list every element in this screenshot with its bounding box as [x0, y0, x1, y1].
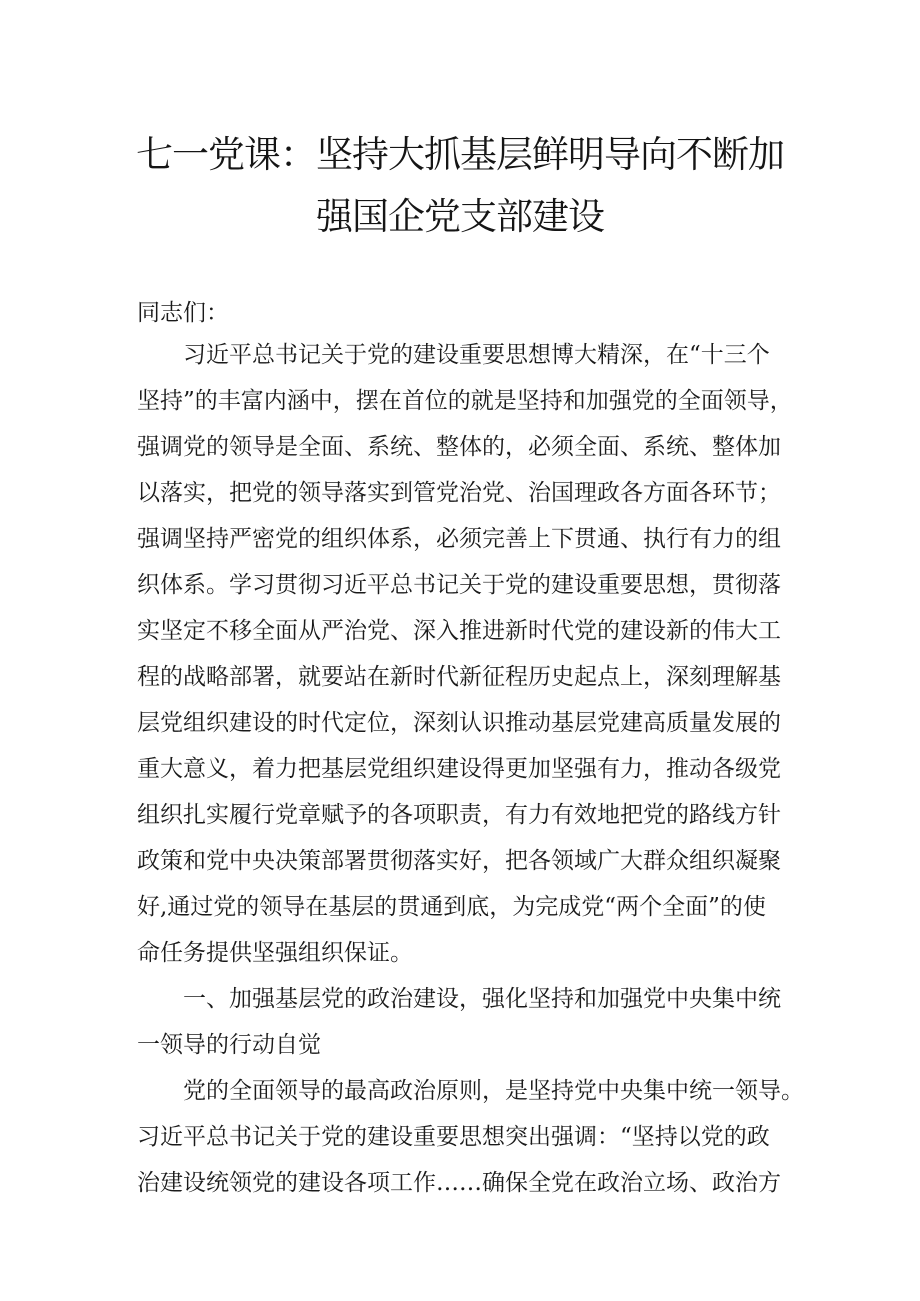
section-heading-line: 一、加强基层党的政治建设，强化坚持和加强党中央集中统: [137, 986, 781, 1012]
document-title-line-2: 强国企党支部建设: [316, 195, 604, 238]
document-title-line-1: 七一党课：坚持大抓基层鲜明导向不断加: [136, 133, 784, 176]
body-line: 强调党的领导是全面、系统、整体的，必须全面、系统、整体加: [137, 434, 781, 460]
body-line: 好,通过党的领导在基层的贯通到底，为完成党“两个全面”的使: [137, 894, 766, 920]
body-line: 程的战略部署，就要站在新时代新征程历史起点上，深刻理解基: [137, 664, 781, 690]
body-line: 坚持”的丰富内涵中，摆在首位的就是坚持和加强党的全面领导，: [137, 388, 793, 414]
body-line: 习近平总书记关于党的建设重要思想博大精深，在“十三个: [137, 342, 770, 368]
body-line: 命任务提供坚强组织保证。: [137, 940, 413, 966]
body-line: 习近平总书记关于党的建设重要思想突出强调：“坚持以党的政: [137, 1124, 770, 1150]
body-line: 强调坚持严密党的组织体系，必须完善上下贯通、执行有力的组: [137, 526, 781, 552]
body-line: 重大意义，着力把基层党组织建设得更加坚强有力，推动各级党: [137, 756, 781, 782]
body-line: 治建设统领党的建设各项工作……确保全党在政治立场、政治方: [137, 1170, 781, 1196]
body-line: 织体系。学习贯彻习近平总书记关于党的建设重要思想，贯彻落: [137, 572, 781, 598]
body-line: 实坚定不移全面从严治党、深入推进新时代党的建设新的伟大工: [137, 618, 781, 644]
body-line: 党的全面领导的最高政治原则，是坚持党中央集中统一领导。: [137, 1078, 804, 1104]
body-line: 以落实，把党的领导落实到管党治党、治国理政各方面各环节；: [137, 480, 781, 506]
section-heading-line: 一领导的行动自觉: [137, 1032, 321, 1058]
body-line: 组织扎实履行党章赋予的各项职责，有力有效地把党的路线方针: [137, 802, 781, 828]
body-line: 层党组织建设的时代定位，深刻认识推动基层党建高质量发展的: [137, 710, 781, 736]
salutation: 同志们：: [137, 300, 229, 326]
body-line: 政策和党中央决策部署贯彻落实好，把各领域广大群众组织凝聚: [137, 848, 781, 874]
